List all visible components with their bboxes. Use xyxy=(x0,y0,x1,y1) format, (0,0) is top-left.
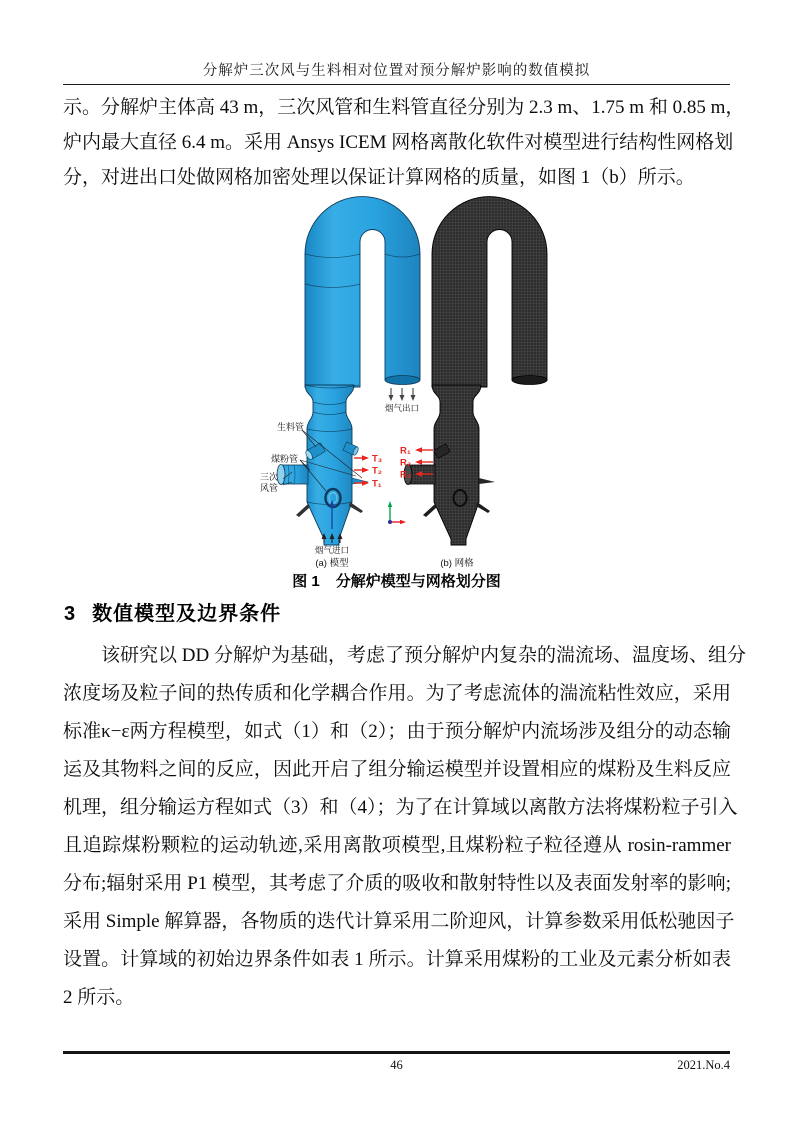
r2-label: R₂ xyxy=(400,457,412,469)
page-number: 46 xyxy=(390,1058,403,1072)
coal-pipe-label: 煤粉管 xyxy=(271,454,299,464)
flue-inlet-label: 烟气进口 xyxy=(314,545,350,555)
tertiary-air-label-line2: 风管 xyxy=(260,483,279,493)
outlet-pipe-cap xyxy=(385,376,420,385)
section-number: 3 xyxy=(64,603,77,625)
paragraph-1 xyxy=(63,90,745,195)
paragraph-2 xyxy=(63,637,746,1017)
text-line: 机理，组分输运方程如式（3）和（4）；为了在计算域以离散方法将煤粉粒子引入 xyxy=(63,797,738,818)
text-line: 运及其物料之间的反应，因此开启了组分输运模型并设置相应的煤粉及生料反应 xyxy=(63,759,731,780)
cone-leg-right xyxy=(349,502,363,513)
cone-leg-left xyxy=(296,504,310,517)
furnace-figure-svg xyxy=(250,192,550,570)
mesh-side-nozzle xyxy=(479,478,495,484)
footer-rule xyxy=(63,1051,730,1054)
r1-label: R₁ xyxy=(400,445,411,457)
text-line: 2 所示。 xyxy=(63,987,135,1008)
flue-outlet-arrows xyxy=(389,388,416,401)
text-line: 设置。计算域的初始边界条件如表 1 所示。计算采用煤粉的工业及元素分析如表 xyxy=(63,949,731,970)
figure-caption-label: 图 1 xyxy=(292,573,320,590)
r3-label: R₃ xyxy=(400,469,412,481)
tertiary-air-label-line1: 三次 xyxy=(260,472,279,482)
mesh-cone-leg-left xyxy=(423,504,437,517)
figure-caption-text: 分解炉模型与网格划分图 xyxy=(335,573,501,590)
text-line: 标准κ−ε两方程模型，如式（1）和（2）；由于预分解炉内流场涉及组分的动态输 xyxy=(63,721,731,742)
t3-label: T₃ xyxy=(372,453,383,465)
header-rule xyxy=(63,84,730,85)
raw-meal-pipe-label: 生料管 xyxy=(277,422,305,432)
figure-1-canvas xyxy=(250,192,550,570)
coordinate-axes-icon xyxy=(388,501,406,524)
section-title: 数值模型及边界条件 xyxy=(92,603,282,625)
subfigure-a-caption: (a) 模型 xyxy=(315,558,349,569)
text-line: 炉内最大直径 6.4 m。采用 Ansys ICEM 网格离散化软件对模型进行结构性网格划 xyxy=(63,132,734,153)
text-line: 采用 Simple 解算器，各物质的迭代计算采用二阶迎风，计算参数采用低松驰因子 xyxy=(63,911,735,932)
mesh-cone-leg-right xyxy=(476,502,490,513)
t2-label: T₂ xyxy=(372,465,383,477)
text-line: 且追踪煤粉颗粒的运动轨迹,采用离散项模型,且煤粉粒子粒径遵从 rosin-rammer xyxy=(63,835,731,856)
text-line: 该研究以 DD 分解炉为基础，考虑了预分解炉内复杂的湍流场、温度场、组分 xyxy=(101,645,746,666)
tertiary-air-pipe xyxy=(277,465,308,485)
section-heading xyxy=(64,597,281,626)
furnace-model-a xyxy=(260,197,420,569)
running-header-title: 分解炉三次风与生料相对位置对预分解炉影响的数值模拟 xyxy=(202,63,591,79)
text-line: 分，对进出口处做网格加密处理以保证计算网格的质量，如图 1（b）所示。 xyxy=(63,167,695,188)
furnace-mesh-b xyxy=(404,197,547,569)
subfigure-b-caption: (b) 网格 xyxy=(440,558,474,569)
issue-label: 2021.No.4 xyxy=(677,1058,730,1072)
text-line: 分布;辐射采用 P1 模型，其考虑了介质的吸收和散射特性以及表面发射率的影响; xyxy=(63,873,731,894)
t1-label: T₁ xyxy=(372,478,382,490)
figure-caption xyxy=(0,570,793,591)
text-line: 浓度场及粒子间的热传质和化学耦合作用。为了考虑流体的湍流粘性效应，采用 xyxy=(63,683,731,704)
text-line: 示。分解炉主体高 43 m，三次风管和生料管直径分别为 2.3 m、1.75 m 和 0.85 m， xyxy=(63,97,745,118)
flue-outlet-label: 烟气出口 xyxy=(384,403,420,413)
